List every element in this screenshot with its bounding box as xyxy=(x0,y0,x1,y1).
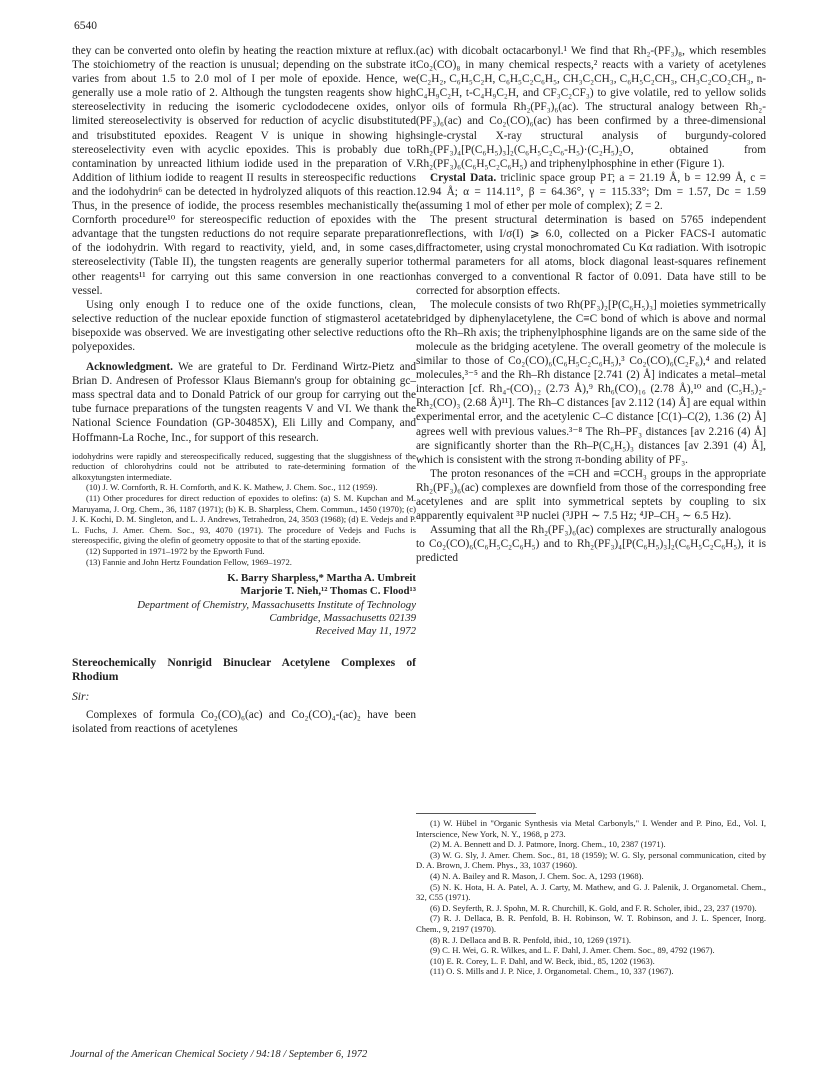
salutation: Sir: xyxy=(72,690,90,704)
footnote: (10) J. W. Cornforth, R. H. Cornforth, and K. K. Mathew, J. Chem. Soc., 112 (1959). xyxy=(86,482,378,493)
footnote: (11) Other procedures for direct reduction of epoxides to olefins: (a) S. M. Kupchan and M. Maruyama, J. Org. Chem., 36, 1187 (1971); (b) K. B. Sharpless, Chem. Commun., 1450 (1970); (c) J. K. Kochi, D. M. Singleton, and L. J. Andrews, Tetrahedron, 24, 3503 (1968); (d) E. Vedejs and P. L. Fuchs, J. Amer. Chem. Soc., 93, 4070 (1971). The procedure of Vedejs and Fuchs is stereospecific, giving the olefin of geometry opposite to that of the starting epoxide. xyxy=(72,493,416,546)
affiliation: Cambridge, Massachusetts 02139 xyxy=(269,611,416,624)
reference: (5) N. K. Hota, H. A. Patel, A. J. Carty, M. Mathew, and G. J. Palenik, J. Organometal. Chem., 32, C55 (1971). xyxy=(416,881,766,903)
crystal-data-label: Crystal Data. xyxy=(430,171,497,184)
reference: (6) D. Seyferth, R. J. Spohn, M. R. Churchill, K. Gold, and F. R. Scholer, ibid., 23, 237 (1970). xyxy=(430,902,757,913)
body-paragraph: The present structural determination is based on 5765 independent reflections, with I/σ(I) ⩾ 6.0, collected on a Picker FACS-I automatic diffractometer, using crystal monochromated Cu Kα radiation. With isotropic thermal parameters for all atoms, block diagonal least-squares refinement has converged to a conventional R factor of 0.091. Data have still to be corrected for absorption effects. xyxy=(416,214,766,297)
reference: (9) C. H. Wei, G. R. Wilkes, and L. F. Dahl, J. Amer. Chem. Soc., 89, 4792 (1967). xyxy=(430,945,715,956)
article-title: Stereochemically Nonrigid Binuclear Acetylene Complexes of Rhodium xyxy=(72,656,416,684)
reference: (7) R. J. Dellaca, B. R. Penfold, B. H. Robinson, W. T. Robinson, and J. L. Spencer, Inorg. Chem., 9, 2197 (1970). xyxy=(416,913,766,934)
reference: (4) N. A. Bailey and R. Mason, J. Chem. Soc. A, 1293 (1968). xyxy=(430,870,644,881)
body-paragraph: Complexes of formula Co₂(CO)₆(ac) and Co₂(CO)₄-(ac)₂ have been isolated from reactions of acetylenes xyxy=(72,709,416,736)
received-date: Received May 11, 1972 xyxy=(315,624,416,637)
reference: (2) M. A. Bennett and D. J. Patmore, Inorg. Chem., 10, 2387 (1971). xyxy=(430,839,666,850)
right-column xyxy=(416,44,766,977)
body-paragraph: Assuming that all the Rh₂(PF₃)₆(ac) complexes are structurally analogous to Co₂(CO)₆(C₆H₅C₂C₆H₅) and to Rh₂(PF₃)₄[P(C₆H₅)₃]₂(C₆H₅C₂C₆H₅), it is predicted xyxy=(416,524,766,565)
author-line: Marjorie T. Nieh,¹² Thomas C. Flood¹³ xyxy=(240,585,416,598)
body-paragraph: The molecule consists of two Rh(PF₃)₂[P(C₆H₅)₃] moieties symmetrically bridged by diphenylacetylene, the C≡C bond of which is above and normal to the Rh–Rh axis; the triphenylphosphine ligands are on the same side of the molecule as the bridging acetylene. The overall geometry of the molecule is similar to those of Co₂(CO)₆(C₆H₅C₂C₆H₅),³ Co₂(CO)₆(C₂F₆),⁴ and related molecules,³⁻⁵ and the Rh–Rh distance [2.741 (2) Å] indicates a metal–metal interaction [cf. Rh₄-(CO)₁₂ (2.73 Å),⁹ Rh₆(CO)₁₆ (2.78 Å),¹⁰ and (C₅H₅)₂-Rh₂(CO)₃ (2.68 Å)¹¹]. The Rh–C distances [av 2.112 (14) Å] are equal within experimental error, and the acetylenic C–C distance [C(1)–C(2), 1.36 (2) Å] agrees well with previous values.³⁻⁸ The Rh–PF₃ distances [av 2.216 (4) Å] are significantly shorter than the Rh–P(C₆H₅)₃ distances [av 2.391 (4) Å], which is consistent with the strong π-bonding ability of PF₃. xyxy=(416,298,766,466)
crystal-data-paragraph xyxy=(416,171,766,213)
author-line: K. Barry Sharpless,* Martha A. Umbreit xyxy=(227,572,416,585)
footnote: iodohydrins were rapidly and stereospecifically reduced, suggesting that the sluggishness of the reduction of chlorohydrins could not be attributed to rate-determining formation of the alkoxytungsten intermediate. xyxy=(72,450,416,482)
author-signature xyxy=(72,572,416,638)
acknowledgment-text: We are grateful to Dr. Ferdinand Wirtz-Pietz and Brian D. Andresen of Professor Klaus Biemann's group for obtaining gc–mass spectral data and to Donald Patrick of our group for carrying out the tube furnace preparations of the tungsten reagents V and VI. We thank the National Science Foundation (GP-30485X), Eli Lilly and Company, and Hoffmann-La Roche, Inc., for support of this research. xyxy=(72,361,416,444)
footnote: (12) Supported in 1971–1972 by the Epworth Fund. xyxy=(86,545,265,556)
divider xyxy=(416,813,536,814)
reference: (11) O. S. Mills and J. P. Nice, J. Organometal. Chem., 10, 337 (1967). xyxy=(430,966,674,977)
body-paragraph: (ac) with dicobalt octacarbonyl.¹ We find that Rh₂-(PF₃)₈, which resembles Co₂(CO)₈ in many chemical respects,² reacts with a variety of acetylenes (C₂H₂, C₆H₅C₂H, C₆H₅C₂C₆H₅, CH₃C₂CH₃, C₆H₅C₂CH₃, CH₃C₂CO₂CH₃, n-C₄H₉C₂H, t-C₄H₉C₂H, and CF₃C₂CF₃) to give volatile, red to yellow solids or oils of formula Rh₂(PF₃)₆(ac). The structural analogy between Rh₂-(PF₃)₆(ac) and Co₂(CO)₆(ac) has been confirmed by a three-dimensional single-crystal X-ray structural analysis of burgundy-colored Rh₂(PF₃)₄[P(C₆H₅)₃]₂(C₆H₅C₂C₆-H₅)·(C₂H₅)₂O, obtained from Rh₂(PF₃)₆(C₆H₅C₂C₆H₅) and triphenylphosphine in ether (Figure 1). xyxy=(416,45,766,170)
footnotes xyxy=(72,451,416,568)
left-column xyxy=(72,44,416,736)
reference: (8) R. J. Dellaca and B. R. Penfold, ibid., 10, 1269 (1971). xyxy=(430,934,631,945)
acknowledgment-label: Acknowledgment. xyxy=(86,361,173,374)
journal-footer: Journal of the American Chemical Society / 94:18 / September 6, 1972 xyxy=(70,1049,368,1060)
body-paragraph: they can be converted onto olefin by heating the reaction mixture at reflux. The stoichiometry of the reaction is unusual; depending on the substrate it varies from about 1.5 to 2.0 mol of I per mole of epoxide. Hence, we generally use a mole ratio of 2. Although the tungsten reagents show high stereoselectivity in reducing the isomeric cyclododecene oxides, only limited stereoselectivity is observed for reduction of acyclic disubstituted and trisubstituted epoxides. Reagent V is unique in showing high stereoselectivity even with acyclic epoxides. This is probably due to contamination by unreacted lithium iodide used in the preparation of V. Addition of lithium iodide to reagent II results in stereospecific reductions and the iodohydrin⁶ can be detected in hydrolyzed aliquots of this reaction. Thus, in the presence of iodide, the process resembles mechanistically the Cornforth procedure¹⁰ for stereospecific reduction of epoxides with the advantage that the tungsten reductions do not require separate preparation of the iodohydrin. With regard to reactivity, yield, and, in some cases, stereoselectivity (Table II), the tungsten reagents are generally superior to other reagents¹¹ for carrying out this same conversion in one reaction vessel. xyxy=(72,45,416,297)
body-paragraph: Using only enough I to reduce one of the oxide functions, clean, selective reduction of the nuclear epoxide function of stigmasterol acetate bisepoxide was observed. We are investigating other selective reductions of polyepoxides. xyxy=(72,298,416,353)
affiliation: Department of Chemistry, Massachusetts Institute of Technology xyxy=(137,598,416,611)
references xyxy=(416,807,766,977)
reference: (10) E. R. Corey, L. F. Dahl, and W. Beck, ibid., 85, 1202 (1963). xyxy=(430,955,655,966)
page-number: 6540 xyxy=(74,20,97,32)
footnote: (13) Fannie and John Hertz Foundation Fellow, 1969–1972. xyxy=(86,556,292,567)
body-paragraph: The proton resonances of the ≡CH and ≡CCH₃ groups in the appropriate Rh₂(PF₃)₆(ac) complexes are downfield from those of the corresponding free acetylenes and are split into symmetrical septets by coupling to six apparently equivalent ³¹P nuclei (³JPH ∼ 7.5 Hz; ⁴JP–CH₃ ∼ 6.5 Hz). xyxy=(416,467,766,523)
reference: (3) W. G. Sly, J. Amer. Chem. Soc., 81, 18 (1959); W. G. Sly, personal communication, cited by D. A. Brown, J. Chem. Phys., 33, 1037 (1960). xyxy=(416,849,766,871)
crystal-data-text: triclinic space group P1̄; a = 21.19 Å, b = 12.99 Å, c = 12.94 Å; α = 114.11°, β = 64.36°, γ = 115.33°; Dm = 1.57, Dc = 1.59 (assuming 1 mol of ether per mole of complex); Z = 2. xyxy=(416,171,766,213)
reference: (1) W. Hübel in "Organic Synthesis via Metal Carbonyls," I. Wender and P. Pino, Ed., Vol. I, Interscience, New York, N. Y., 1968, p 273. xyxy=(416,818,766,839)
acknowledgment-paragraph xyxy=(72,360,416,445)
